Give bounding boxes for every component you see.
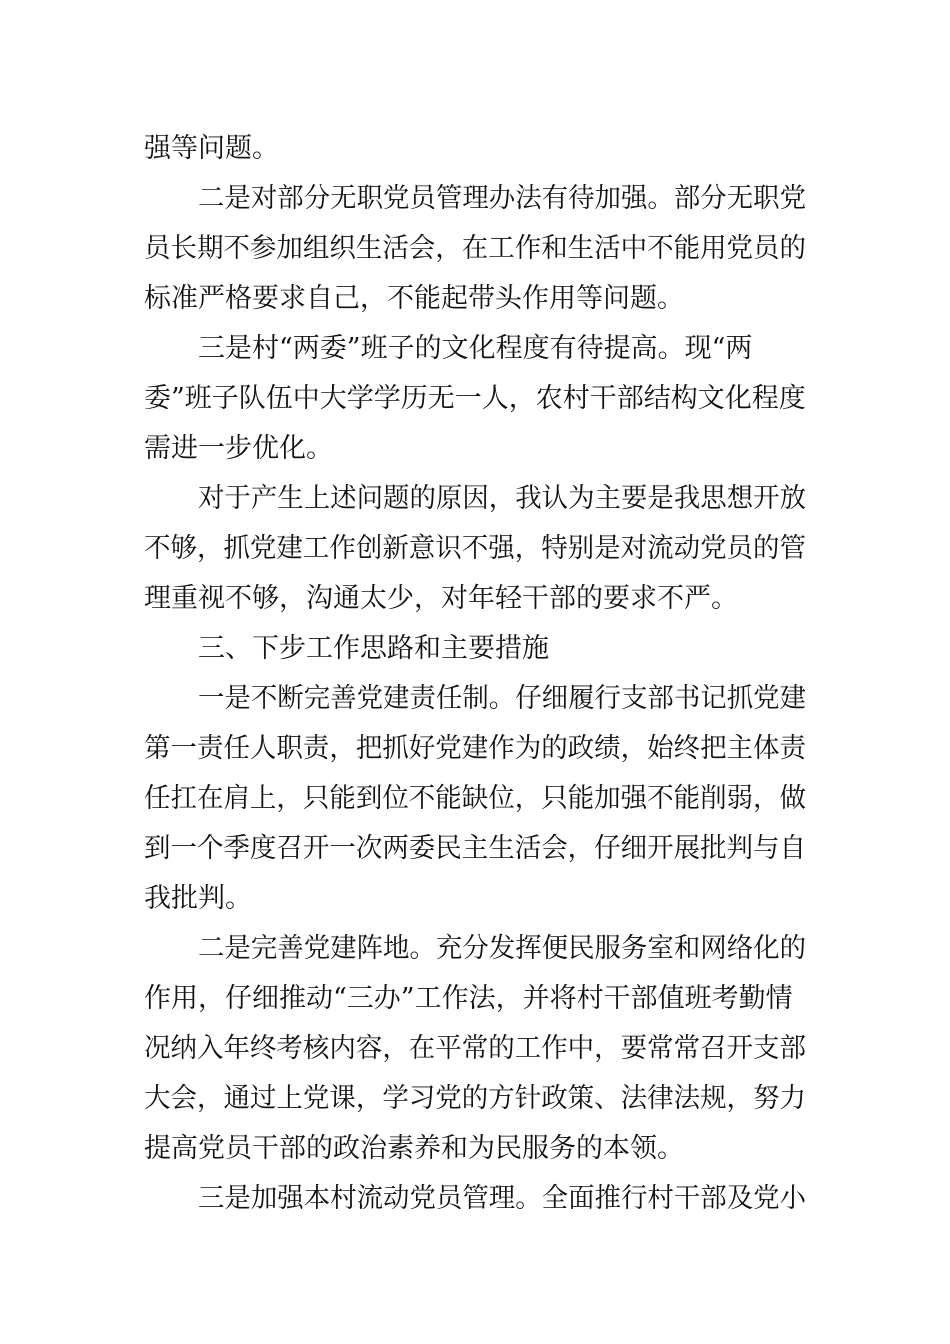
text-line: 二是完善党建阵地。充分发挥便民服务室和网络化的 [198,933,806,964]
text-line: 三是加强本村流动党员管理。全面推行村干部及党小 [198,1183,806,1214]
text-line: 提高党员干部的政治素养和为民服务的本领。 [144,1133,684,1164]
text-line: 任扛在肩上，只能到位不能缺位，只能加强不能削弱，做 [144,783,806,814]
text-line: 标准严格要求自己，不能起带头作用等问题。 [144,283,684,314]
text-line: 委”班子队伍中大学学历无一人，农村干部结构文化程度 [144,383,806,414]
text-line: 对于产生上述问题的原因，我认为主要是我思想开放 [198,483,806,514]
text-line: 第一责任人职责，把抓好党建作为的政绩，始终把主体责 [144,733,806,764]
text-line: 员长期不参加组织生活会，在工作和生活中不能用党员的 [144,233,806,264]
text-line: 二是对部分无职党员管理办法有待加强。部分无职党 [198,183,806,214]
text-line: 不够，抓党建工作创新意识不强，特别是对流动党员的管 [144,533,806,564]
text-line: 大会，通过上党课，学习党的方针政策、法律法规，努力 [144,1083,806,1114]
text-line: 我批判。 [144,883,252,914]
text-line: 三是村“两委”班子的文化程度有待提高。现“两 [198,333,753,364]
text-line: 况纳入年终考核内容，在平常的工作中，要常常召开支部 [144,1033,806,1064]
section-heading: 三、下步工作思路和主要措施 [198,633,549,664]
text-line: 到一个季度召开一次两委民主生活会，仔细开展批判与自 [144,833,806,864]
text-line: 一是不断完善党建责任制。仔细履行支部书记抓党建 [198,683,806,714]
text-line: 理重视不够，沟通太少，对年轻干部的要求不严。 [144,583,738,614]
text-line: 强等问题。 [144,133,279,164]
text-line: 作用，仔细推动“三办”工作法，并将村干部值班考勤情 [144,983,793,1014]
text-line: 需进一步优化。 [144,433,333,464]
